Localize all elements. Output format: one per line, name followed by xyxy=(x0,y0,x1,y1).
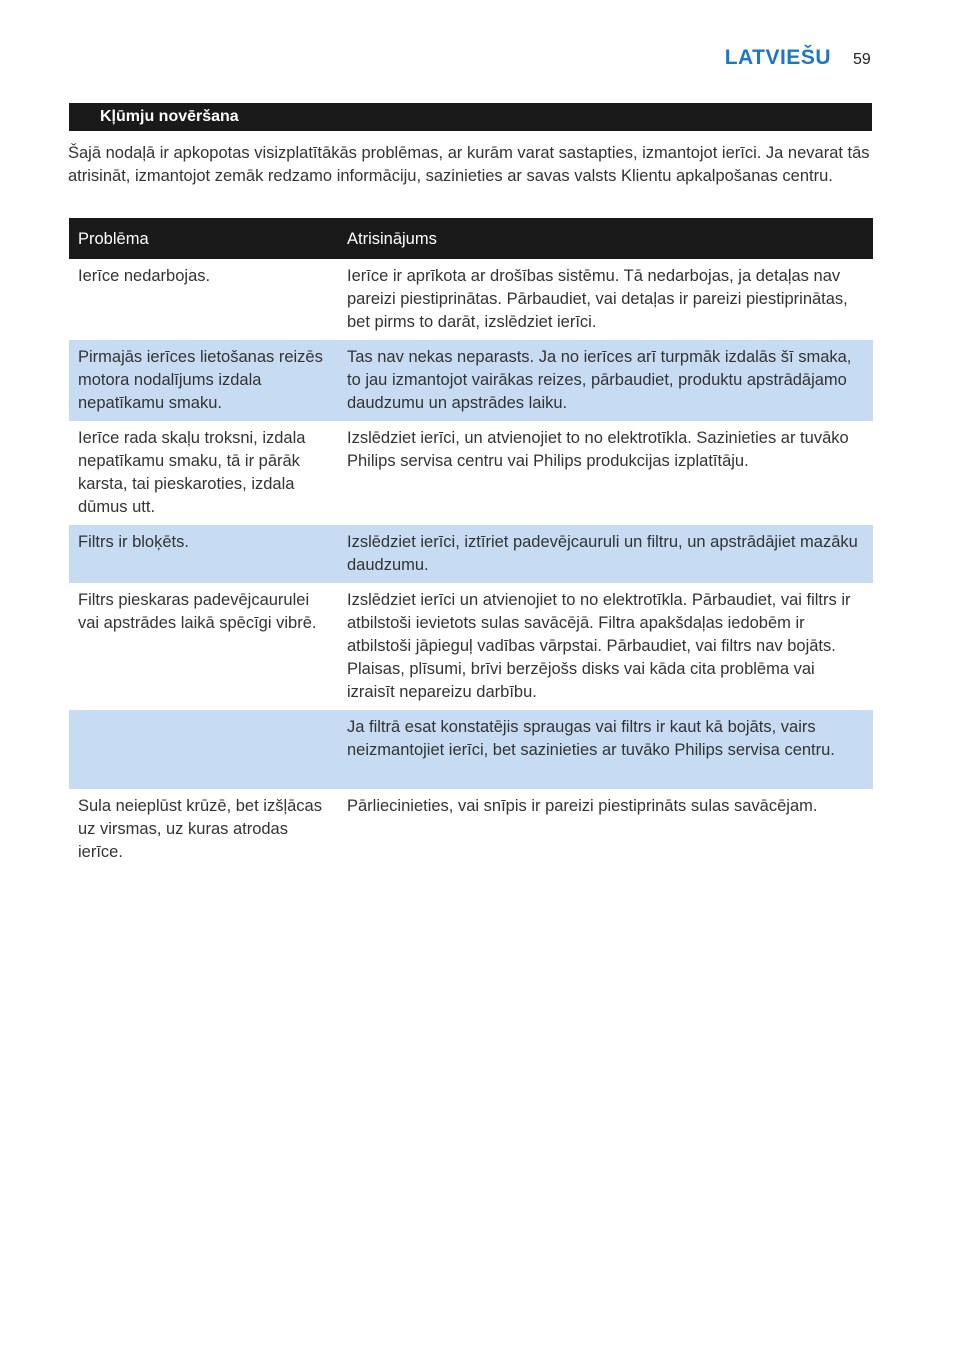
table-header-row xyxy=(69,218,873,259)
table-row xyxy=(69,525,873,583)
table-row xyxy=(69,710,873,789)
problem-cell: Pirmajās ierīces lietošanas reizēs motora nodalījums izdala nepatīkamu smaku. xyxy=(69,340,338,421)
problem-cell: Ierīce nedarbojas. xyxy=(78,267,211,285)
problem-cell: Ierīce rada skaļu troksni, izdala nepatīkamu smaku, tā ir pārāk karsta, tai pieskaroties, izdala dūmus utt. xyxy=(78,429,306,516)
page-number: 59 xyxy=(853,51,871,68)
solution-cell: Izslēdziet ierīci un atvienojiet to no elektrotīkla. Pārbaudiet, vai filtrs ir atbilstoši ievietots sulas savācējā. Filtra apakšdaļas iedobēm ir atbilstoši jāpieguļ vadības vārpstai. Pārbaudiet, vai filtrs nav bojāts. Plaisas, plīsumi, brīvi berzējošs disks vai kāda cita problēma vai izraisīt nepareizu darbību. xyxy=(347,591,851,701)
solution-cell: Ja filtrā esat konstatējis spraugas vai filtrs ir kaut kā bojāts, vairs neizmantojiet ierīci, bet sazinieties ar tuvāko Philips servisa centru. xyxy=(338,710,873,789)
table-row xyxy=(69,421,873,525)
solution-cell: Izslēdziet ierīci, un atvienojiet to no elektrotīkla. Sazinieties ar tuvāko Philips servisa centru vai Philips produkcijas izplatītāju. xyxy=(347,429,849,470)
table-row xyxy=(69,583,873,710)
table-row xyxy=(69,789,873,870)
problem-cell: Filtrs pieskaras padevējcaurulei vai apstrādes laikā spēcīgi vibrē. xyxy=(78,591,317,632)
problem-cell xyxy=(69,710,338,789)
solution-cell: Izslēdziet ierīci, iztīriet padevējcauruli un filtru, un apstrādājiet mazāku daudzumu. xyxy=(338,525,873,583)
problem-cell: Sula neieplūst krūzē, bet izšļācas uz virsmas, uz kuras atrodas ierīce. xyxy=(78,797,322,861)
language-label: LATVIEŠU xyxy=(724,46,831,69)
table-row xyxy=(69,340,873,421)
section-intro: Šajā nodaļā ir apkopotas visizplatītākās problēmas, ar kurām varat sastapties, izmantojot ierīci. Ja nevarat tās atrisināt, izmantojot zemāk redzamo informāciju, sazinieties ar savas valsts Klientu apkalpošanas centru. xyxy=(68,144,870,185)
troubleshooting-table xyxy=(69,218,873,870)
column-header-solution: Atrisinājums xyxy=(338,218,873,259)
problem-cell: Filtrs ir bloķēts. xyxy=(69,525,338,583)
table-row xyxy=(69,259,873,340)
solution-cell: Tas nav nekas neparasts. Ja no ierīces arī turpmāk izdalās šī smaka, to jau izmantojot vairākas reizes, pārbaudiet, produktu apstrādājamo daudzumu un apstrādes laiku. xyxy=(338,340,873,421)
section-title: Kļūmju novēršana xyxy=(100,108,239,125)
section-header-bar xyxy=(69,103,872,131)
solution-cell: Ierīce ir aprīkota ar drošības sistēmu. Tā nedarbojas, ja detaļas nav pareizi piestiprinātas. Pārbaudiet, vai detaļas ir pareizi piestiprinātas, bet pirms to darāt, izslēdziet ierīci. xyxy=(347,267,848,331)
solution-cell: Pārliecinieties, vai snīpis ir pareizi piestiprināts sulas savācējam. xyxy=(347,797,818,815)
column-header-problem: Problēma xyxy=(69,218,338,259)
